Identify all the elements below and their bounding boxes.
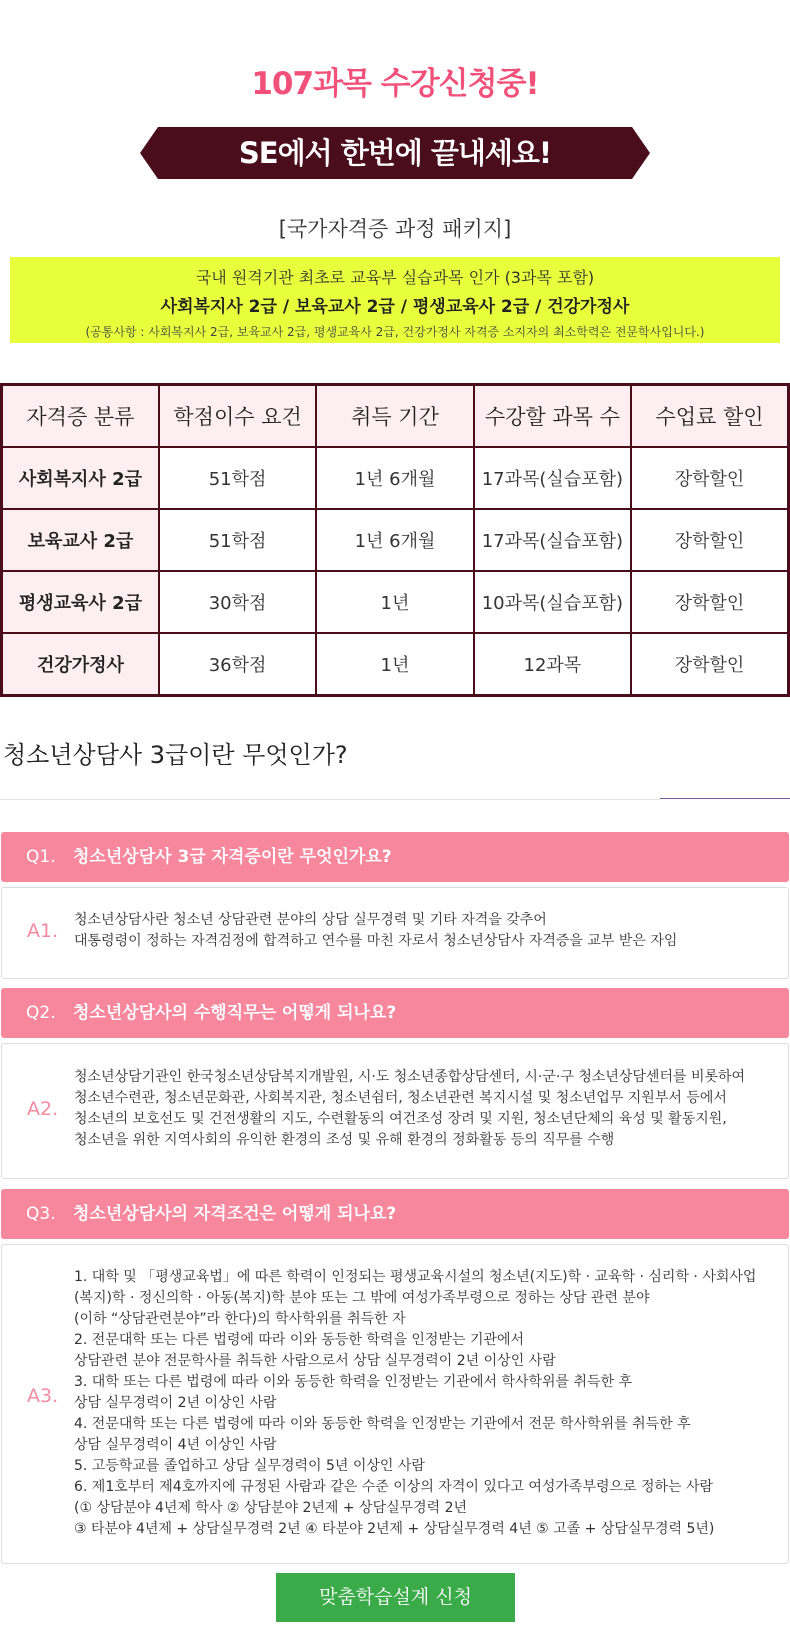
answer-line: 2. 전문대학 또는 다른 법령에 따라 이와 동등한 학력을 인정받는 기관에서 [74, 1332, 525, 1348]
table-header-row [2, 385, 789, 448]
slogan-banner [140, 127, 650, 179]
answer-line: 대통령령이 정하는 자격검정에 합격하고 연수를 마친 자로서 청소년상담사 자격증을 교부 받은 자임 [74, 933, 678, 949]
notice-line-2: 사회복지사 2급 / 보육교사 2급 / 평생교육사 2급 / 건강가정사 [160, 297, 630, 317]
answer-line: 1. 대학 및 「평생교육법」에 따른 학력이 인정되는 평생교육시설의 청소년(지도)학 · 교육학 · 심리학 · 사회사업 [74, 1269, 757, 1285]
table-cell: 보육교사 2급 [2, 509, 159, 571]
faq-answer-2 [1, 1043, 789, 1179]
package-title: [국가자격증 과정 패키지] [278, 217, 512, 241]
answer-number: A2. [27, 1098, 59, 1120]
answer-line: 상담관련 분야 전문학사를 취득한 사람으로서 상담 실무경력이 2년 이상인 사람 [74, 1353, 556, 1369]
notice-box [10, 257, 780, 343]
answer-line: 3. 대학 또는 다른 법령에 따라 이와 동등한 학력을 인정받는 기관에서 학사학위를 취득한 후 [74, 1374, 633, 1390]
table-row [2, 633, 789, 696]
question-text: 청소년상담사의 자격조건은 어떻게 되나요? [73, 1204, 397, 1224]
answer-line: 4. 전문대학 또는 다른 법령에 따라 이와 동등한 학력을 인정받는 기관에서 전문 학사학위를 취득한 후 [74, 1416, 691, 1432]
table-header: 취득 기간 [316, 385, 473, 448]
question-number: Q1. [26, 847, 56, 867]
faq-answer-1 [1, 887, 789, 979]
table-cell: 1년 [316, 571, 473, 633]
table-cell: 10과목(실습포함) [474, 571, 631, 633]
section-title: 청소년상담사 3급이란 무엇인가? [3, 741, 348, 769]
table-cell: 장학할인 [631, 633, 788, 696]
notice-line-1: 국내 원격기관 최초로 교육부 실습과목 인가 (3과목 포함) [195, 268, 595, 287]
answer-line: 청소년수련관, 청소년문화관, 사회복지관, 청소년쉼터, 청소년관련 복지시설 및 청소년업무 지원부서 등에서 [74, 1090, 727, 1106]
table-header: 수업료 할인 [631, 385, 788, 448]
divider-accent [660, 798, 790, 799]
faq-question-1[interactable] [1, 832, 789, 882]
faq-question-3[interactable] [1, 1189, 789, 1239]
table-header: 학점이수 요건 [159, 385, 316, 448]
headline: 107과목 수강신청중! [251, 66, 539, 102]
apply-button[interactable]: 맞춤학습설계 신청 [276, 1573, 515, 1622]
table-cell: 30학점 [159, 571, 316, 633]
answer-line: 6. 제1호부터 제4호까지에 규정된 사람과 같은 수준 이상의 자격이 있다고 여성가족부령으로 정하는 사람 [74, 1479, 714, 1495]
answer-number: A1. [27, 920, 59, 942]
table-cell: 사회복지사 2급 [2, 447, 159, 509]
question-text: 청소년상담사의 수행직무는 어떻게 되나요? [73, 1003, 397, 1023]
table-row [2, 447, 789, 509]
answer-text [74, 1267, 756, 1540]
answer-line: ③ 타분야 4년제 + 상담실무경력 2년 ④ 타분야 2년제 + 상담실무경력 4년 ⑤ 고졸 + 상담실무경력 5년) [74, 1521, 715, 1537]
question-number: Q2. [26, 1003, 56, 1023]
table-cell: 12과목 [474, 633, 631, 696]
certificate-table [0, 383, 790, 697]
answer-line: (복지)학 · 정신의학 · 아동(복지)학 분야 또는 그 밖에 여성가족부령으로 정하는 상담 관련 분야 [74, 1290, 650, 1306]
question-number: Q3. [26, 1204, 56, 1224]
answer-line: 상담 실무경력이 4년 이상인 사람 [74, 1437, 277, 1453]
table-cell: 51학점 [159, 447, 316, 509]
table-cell: 51학점 [159, 509, 316, 571]
table-row [2, 571, 789, 633]
table-cell: 장학할인 [631, 447, 788, 509]
answer-text [74, 910, 677, 952]
table-header: 자격증 분류 [2, 385, 159, 448]
table-cell: 17과목(실습포함) [474, 509, 631, 571]
answer-line: (이하 “상담관련분야”라 한다)의 학사학위를 취득한 자 [74, 1311, 406, 1327]
table-cell: 장학할인 [631, 571, 788, 633]
answer-line: 청소년을 위한 지역사회의 유익한 환경의 조성 및 유해 환경의 정화활동 등의 직무를 수행 [74, 1132, 615, 1148]
answer-text [74, 1067, 745, 1151]
answer-line: 5. 고등학교를 졸업하고 상담 실무경력이 5년 이상인 사람 [74, 1458, 425, 1474]
table-header: 수강할 과목 수 [474, 385, 631, 448]
faq-question-2[interactable] [1, 988, 789, 1038]
answer-line: 청소년상담사란 청소년 상담관련 분야의 상담 실무경력 및 기타 자격을 갖추어 [74, 912, 547, 928]
answer-line: 상담 실무경력이 2년 이상인 사람 [74, 1395, 277, 1411]
table-cell: 1년 6개월 [316, 447, 473, 509]
banner-text: SE에서 한번에 끝내세요! [238, 136, 552, 170]
table-cell: 36학점 [159, 633, 316, 696]
answer-number: A3. [27, 1385, 59, 1407]
table-cell: 평생교육사 2급 [2, 571, 159, 633]
answer-line: (① 상담분야 4년제 학사 ② 상담분야 2년제 + 상담실무경력 2년 [74, 1500, 468, 1516]
table-row [2, 509, 789, 571]
answer-line: 청소년의 보호선도 및 건전생활의 지도, 수련활동의 여건조성 장려 및 지원, 청소년단체의 육성 및 활동지원, [74, 1111, 727, 1127]
table-cell: 17과목(실습포함) [474, 447, 631, 509]
divider [0, 799, 660, 800]
answer-line: 청소년상담기관인 한국청소년상담복지개발원, 시·도 청소년종합상담센터, 시·군·구 청소년상담센터를 비롯하여 [74, 1069, 746, 1085]
table-cell: 장학할인 [631, 509, 788, 571]
table-cell: 1년 [316, 633, 473, 696]
faq-answer-3 [1, 1244, 789, 1564]
question-text: 청소년상담사 3급 자격증이란 무엇인가요? [73, 847, 392, 867]
notice-line-3: (공통사항 : 사회복지사 2급, 보육교사 2급, 평생교육사 2급, 건강가정사 자격증 소지자의 최소학력은 전문학사입니다.) [85, 325, 705, 339]
table-cell: 1년 6개월 [316, 509, 473, 571]
table-cell: 건강가정사 [2, 633, 159, 696]
